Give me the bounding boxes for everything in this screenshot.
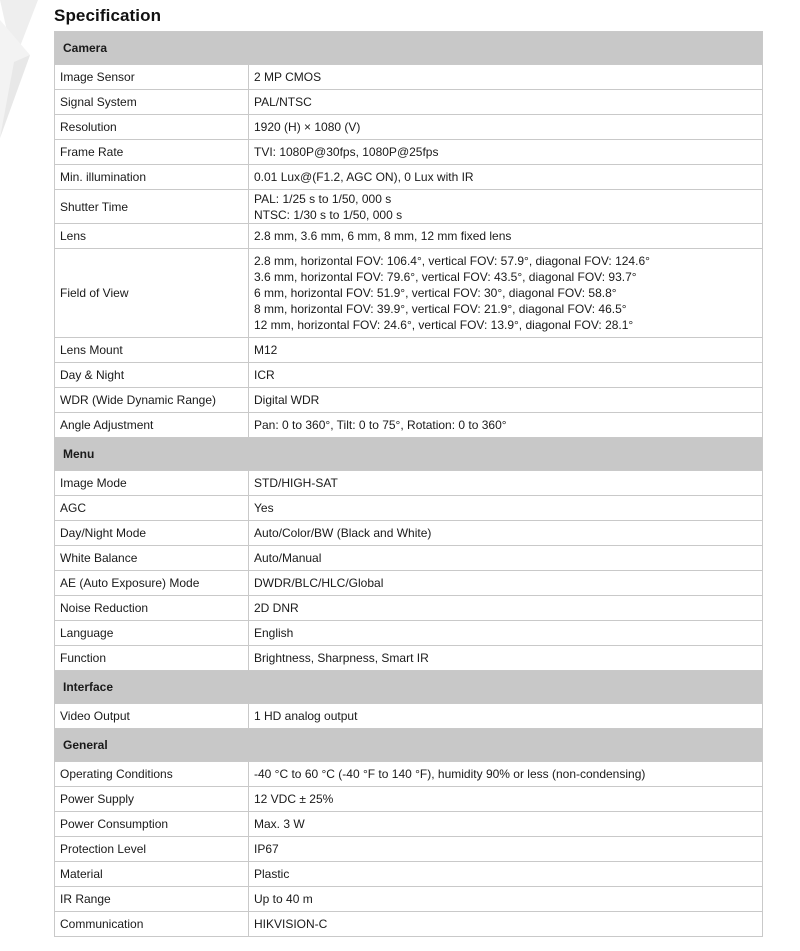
spec-value-line: PAL: 1/25 s to 1/50, 000 s (254, 191, 392, 206)
spec-row (55, 363, 763, 388)
spec-label: Power Consumption (55, 812, 249, 837)
spec-label: Power Supply (55, 787, 249, 812)
spec-label: Language (55, 621, 249, 646)
spec-value-line: Auto/Color/BW (Black and White) (254, 526, 432, 540)
spec-value-line: ICR (254, 368, 275, 382)
spec-value (249, 862, 763, 887)
spec-value (249, 646, 763, 671)
spec-label: Protection Level (55, 837, 249, 862)
spec-value (249, 812, 763, 837)
spec-value-line: 2.8 mm, 3.6 mm, 6 mm, 8 mm, 12 mm fixed lens (254, 229, 512, 243)
decorative-corner-graphic (0, 0, 60, 140)
spec-value (249, 140, 763, 165)
spec-value-line: 12 mm, horizontal FOV: 24.6°, vertical FOV: 13.9°, diagonal FOV: 28.1° (254, 318, 634, 332)
spec-value-line: English (254, 626, 294, 640)
spec-value-line: 12 VDC ± 25% (254, 792, 334, 806)
spec-value (249, 363, 763, 388)
spec-label: Function (55, 646, 249, 671)
spec-value (249, 546, 763, 571)
spec-value-line: Auto/Manual (254, 551, 322, 565)
spec-row (55, 887, 763, 912)
spec-label: Shutter Time (55, 190, 249, 224)
spec-value-line: -40 °C to 60 °C (-40 °F to 140 °F), humidity 90% or less (non-condensing) (254, 767, 646, 781)
spec-label: White Balance (55, 546, 249, 571)
spec-row (55, 90, 763, 115)
section-title: General (55, 729, 763, 762)
spec-value (249, 413, 763, 438)
spec-value (249, 471, 763, 496)
spec-value-line: 0.01 Lux@(F1.2, AGC ON), 0 Lux with IR (254, 170, 474, 184)
spec-value (249, 621, 763, 646)
spec-value (249, 90, 763, 115)
spec-row (55, 646, 763, 671)
spec-row (55, 571, 763, 596)
spec-value (249, 496, 763, 521)
spec-label: AGC (55, 496, 249, 521)
spec-value (249, 787, 763, 812)
spec-label: Field of View (55, 249, 249, 338)
spec-label: WDR (Wide Dynamic Range) (55, 388, 249, 413)
spec-value-line: DWDR/BLC/HLC/Global (254, 576, 384, 590)
spec-value-line: Max. 3 W (254, 817, 305, 831)
spec-row (55, 249, 763, 338)
spec-value-line: TVI: 1080P@30fps, 1080P@25fps (254, 145, 439, 159)
spec-value-line: 2.8 mm, horizontal FOV: 106.4°, vertical FOV: 57.9°, diagonal FOV: 124.6° (254, 254, 650, 268)
spec-row (55, 65, 763, 90)
spec-value-line: 8 mm, horizontal FOV: 39.9°, vertical FOV: 21.9°, diagonal FOV: 46.5° (254, 302, 627, 316)
section-header-camera (55, 32, 763, 65)
spec-value (249, 115, 763, 140)
spec-label: Video Output (55, 704, 249, 729)
spec-row (55, 190, 763, 224)
spec-value (249, 190, 763, 224)
spec-row (55, 762, 763, 787)
section-header-interface (55, 671, 763, 704)
spec-value (249, 704, 763, 729)
spec-value (249, 521, 763, 546)
spec-row (55, 165, 763, 190)
section-title: Menu (55, 438, 763, 471)
spec-row (55, 621, 763, 646)
spec-value (249, 837, 763, 862)
spec-value-line: 1920 (H) × 1080 (V) (254, 120, 361, 134)
spec-value (249, 912, 763, 937)
spec-value (249, 571, 763, 596)
spec-value (249, 224, 763, 249)
spec-label: Frame Rate (55, 140, 249, 165)
spec-value-line: STD/HIGH-SAT (254, 476, 338, 490)
spec-label: Day/Night Mode (55, 521, 249, 546)
spec-row (55, 837, 763, 862)
spec-label: AE (Auto Exposure) Mode (55, 571, 249, 596)
spec-label: Image Mode (55, 471, 249, 496)
spec-row (55, 787, 763, 812)
spec-row (55, 496, 763, 521)
specification-table (54, 31, 763, 937)
spec-value-line: PAL/NTSC (254, 95, 312, 109)
spec-value-line: Yes (254, 501, 274, 515)
spec-value (249, 887, 763, 912)
spec-row (55, 338, 763, 363)
spec-label: Signal System (55, 90, 249, 115)
spec-label: Noise Reduction (55, 596, 249, 621)
spec-row (55, 546, 763, 571)
spec-row (55, 596, 763, 621)
spec-row (55, 521, 763, 546)
spec-label: Resolution (55, 115, 249, 140)
spec-value-line: HIKVISION-C (254, 917, 328, 931)
spec-label: Communication (55, 912, 249, 937)
spec-value-line: M12 (254, 343, 278, 357)
spec-value-line: Up to 40 m (254, 892, 313, 906)
spec-label: Material (55, 862, 249, 887)
spec-value (249, 249, 763, 338)
spec-value-line: 1 HD analog output (254, 709, 358, 723)
spec-value (249, 762, 763, 787)
section-title: Interface (55, 671, 763, 704)
spec-row (55, 912, 763, 937)
spec-label: Image Sensor (55, 65, 249, 90)
section-title: Camera (55, 32, 763, 65)
section-header-menu (55, 438, 763, 471)
spec-row (55, 388, 763, 413)
spec-value (249, 165, 763, 190)
spec-label: IR Range (55, 887, 249, 912)
spec-value-line: IP67 (254, 842, 279, 856)
spec-row (55, 224, 763, 249)
spec-value-line: NTSC: 1/30 s to 1/50, 000 s (254, 207, 403, 222)
page-title: Specification (54, 6, 162, 25)
spec-value-line: Plastic (254, 867, 290, 881)
spec-row (55, 413, 763, 438)
spec-label: Angle Adjustment (55, 413, 249, 438)
spec-row (55, 115, 763, 140)
spec-label: Min. illumination (55, 165, 249, 190)
section-header-general (55, 729, 763, 762)
spec-value (249, 388, 763, 413)
spec-value (249, 596, 763, 621)
spec-label: Lens (55, 224, 249, 249)
spec-value-line: 2 MP CMOS (254, 70, 322, 84)
spec-label: Day & Night (55, 363, 249, 388)
spec-value-line: 2D DNR (254, 601, 299, 615)
spec-value-line: 6 mm, horizontal FOV: 51.9°, vertical FOV: 30°, diagonal FOV: 58.8° (254, 286, 617, 300)
spec-value-line: Pan: 0 to 360°, Tilt: 0 to 75°, Rotation: 0 to 360° (254, 418, 507, 432)
spec-row (55, 471, 763, 496)
spec-label: Operating Conditions (55, 762, 249, 787)
spec-value (249, 65, 763, 90)
spec-value-line: 3.6 mm, horizontal FOV: 79.6°, vertical FOV: 43.5°, diagonal FOV: 93.7° (254, 270, 637, 284)
spec-row (55, 862, 763, 887)
spec-row (55, 140, 763, 165)
spec-row (55, 704, 763, 729)
spec-label: Lens Mount (55, 338, 249, 363)
spec-value-line: Brightness, Sharpness, Smart IR (254, 651, 429, 665)
spec-value (249, 338, 763, 363)
spec-row (55, 812, 763, 837)
spec-value-line: Digital WDR (254, 393, 320, 407)
